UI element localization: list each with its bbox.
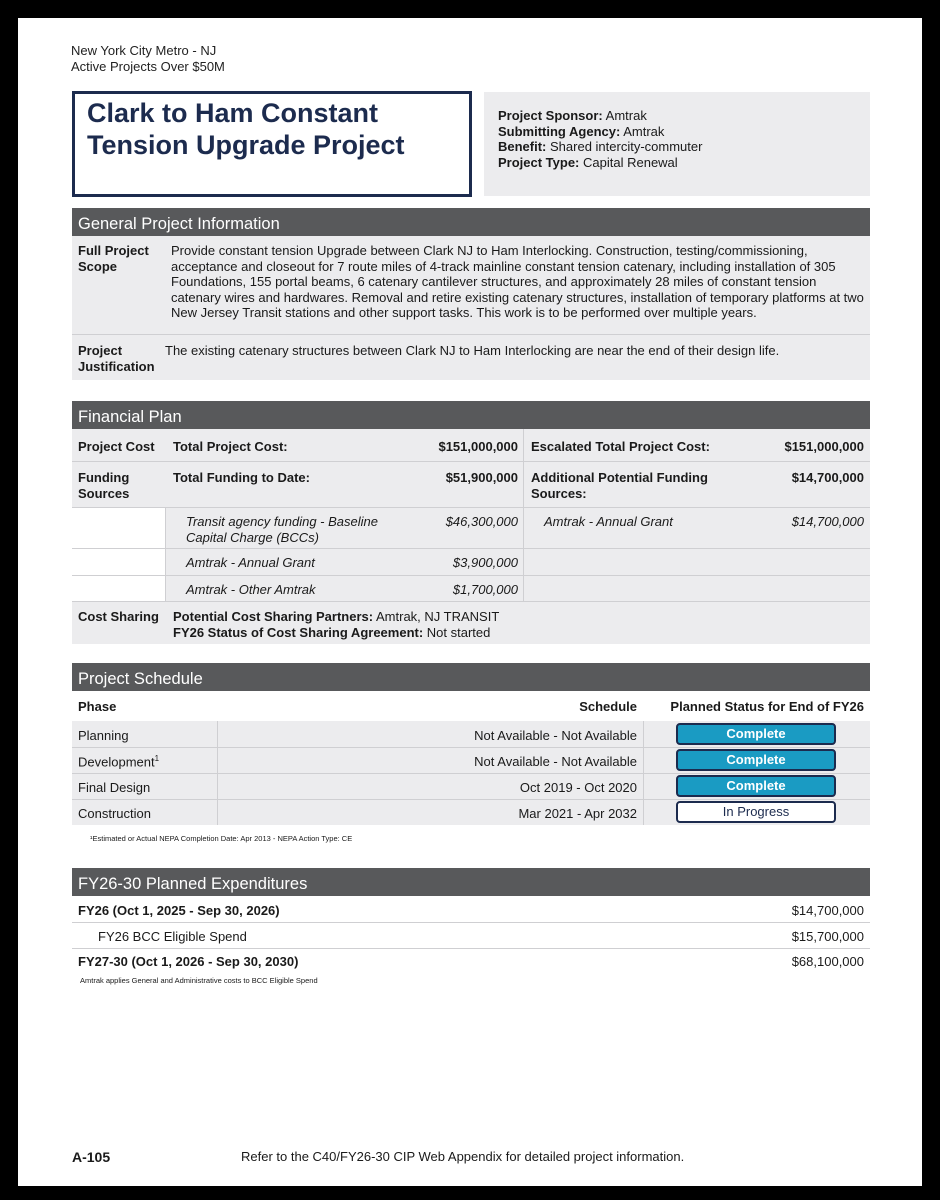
schedule-footnote: ¹Estimated or Actual NEPA Completion Date: Apr 2013 - NEPA Action Type: CE: [90, 834, 353, 843]
funding-to-date-value: $51,900,000: [445, 470, 518, 485]
justification-label: Project Justification: [78, 343, 155, 374]
project-sponsor-box: Project Sponsor: Amtrak Submitting Agency: Amtrak Benefit: Shared intercity-commuter Project Type: Capital Renewal: [484, 92, 870, 196]
funding-source-row: Amtrak - Other Amtrak $1,700,000: [186, 582, 518, 597]
project-title: Clark to Ham Constant Tension Upgrade Project: [87, 98, 405, 160]
fy26-value: $14,700,000: [791, 903, 864, 918]
document-page: [18, 18, 922, 1186]
partners-value: Amtrak, NJ TRANSIT: [376, 609, 500, 624]
status-badge: Complete: [676, 775, 836, 797]
funding-source-row: Transit agency funding - Baseline Capital Charge (BCCs) $46,300,000 Amtrak - Annual Grant $14,700,000: [186, 514, 864, 545]
funding-source-row: Amtrak - Annual Grant $3,900,000: [186, 555, 518, 570]
schedule-row-planning: Planning Not Available - Not Available: [78, 728, 637, 743]
project-cost-row: Project Cost Total Project Cost: $151,000,000 Escalated Total Project Cost: $151,000,000: [72, 429, 870, 461]
status-badge: Complete: [676, 723, 836, 745]
schedule-row-development: Development$^1$ Not Available - Not Available: [78, 754, 637, 770]
status-badge: Complete: [676, 749, 836, 771]
sponsor-value: Amtrak: [605, 108, 647, 123]
agreement-status: Not started: [426, 624, 491, 640]
fy27-row: FY27-30 (Oct 1, 2026 - Sep 30, 2030) $68,100,000: [78, 954, 864, 969]
general-info-heading: General Project Information: [72, 208, 870, 236]
escalated-cost-value: $151,000,000: [784, 439, 864, 454]
agency-value: Amtrak: [623, 123, 665, 139]
footnote-marker: 1: [154, 754, 160, 763]
expenditures-heading: FY26-30 Planned Expenditures: [72, 868, 870, 896]
fy26-row: FY26 (Oct 1, 2025 - Sep 30, 2026) $14,700,000: [78, 903, 864, 918]
additional-funding-value: $14,700,000: [791, 470, 864, 485]
cost-sharing-row: Cost Sharing Potential Cost Sharing Partners: Amtrak, NJ TRANSIT FY26 Status of Cost Sharing Agreement: Not started: [72, 602, 870, 644]
funding-sources-row: Funding Sources Total Funding to Date: $51,900,000 Additional Potential Funding Sources: $14,700,000: [72, 462, 870, 507]
type-value: Capital Renewal: [583, 154, 678, 170]
schedule-header-row: Phase Schedule Planned Status for End of FY26: [78, 699, 864, 714]
benefit-value: Shared intercity-commuter: [550, 139, 703, 154]
financial-plan-heading: Financial Plan: [72, 401, 870, 429]
region-label: New York City Metro - NJ: [71, 43, 217, 58]
bcc-value: $15,700,000: [791, 929, 864, 944]
scope-label: Full Project Scope: [78, 243, 149, 274]
page-number: A-105: [72, 1149, 111, 1165]
fy27-value: $68,100,000: [791, 954, 864, 969]
total-cost-value: $151,000,000: [438, 439, 518, 454]
footer-note: Refer to the C40/FY26-30 CIP Web Appendix for detailed project information.: [241, 1149, 685, 1164]
justification-text: The existing catenary structures between Clark NJ to Ham Interlocking are near the end of their design life.: [165, 343, 780, 358]
bcc-row: FY26 BCC Eligible Spend $15,700,000: [98, 929, 864, 944]
status-badge: In Progress: [676, 801, 836, 823]
project-title-box: [72, 91, 472, 197]
justification-row: [72, 335, 870, 380]
expenditure-note: Amtrak applies General and Administrative costs to BCC Eligible Spend: [80, 976, 318, 985]
scope-text: Provide constant tension Upgrade between Clark NJ to Ham Interlocking. Construction, testing/commissioning, acceptance and closeout for 7 route miles of 4-track mainline constant tension catenary, including installation of 305 Foundations, 155 portal beams, 6 catenary cantilever structures, and approximately 28 miles of constant tension catenary wires and hardwares. Removal and retire existing catenary structures, installation of temporary platforms at two New Jersey Transit stations and other support tasks. This work is to be performed over multiple years.: [165, 236, 870, 334]
project-schedule-heading: Project Schedule: [72, 663, 870, 691]
schedule-row-final-design: Final Design Oct 2019 - Oct 2020: [78, 780, 637, 795]
page-header: [71, 43, 225, 75]
schedule-row-construction: Construction Mar 2021 - Apr 2032: [78, 806, 637, 821]
category-label: Active Projects Over $50M: [71, 59, 225, 74]
